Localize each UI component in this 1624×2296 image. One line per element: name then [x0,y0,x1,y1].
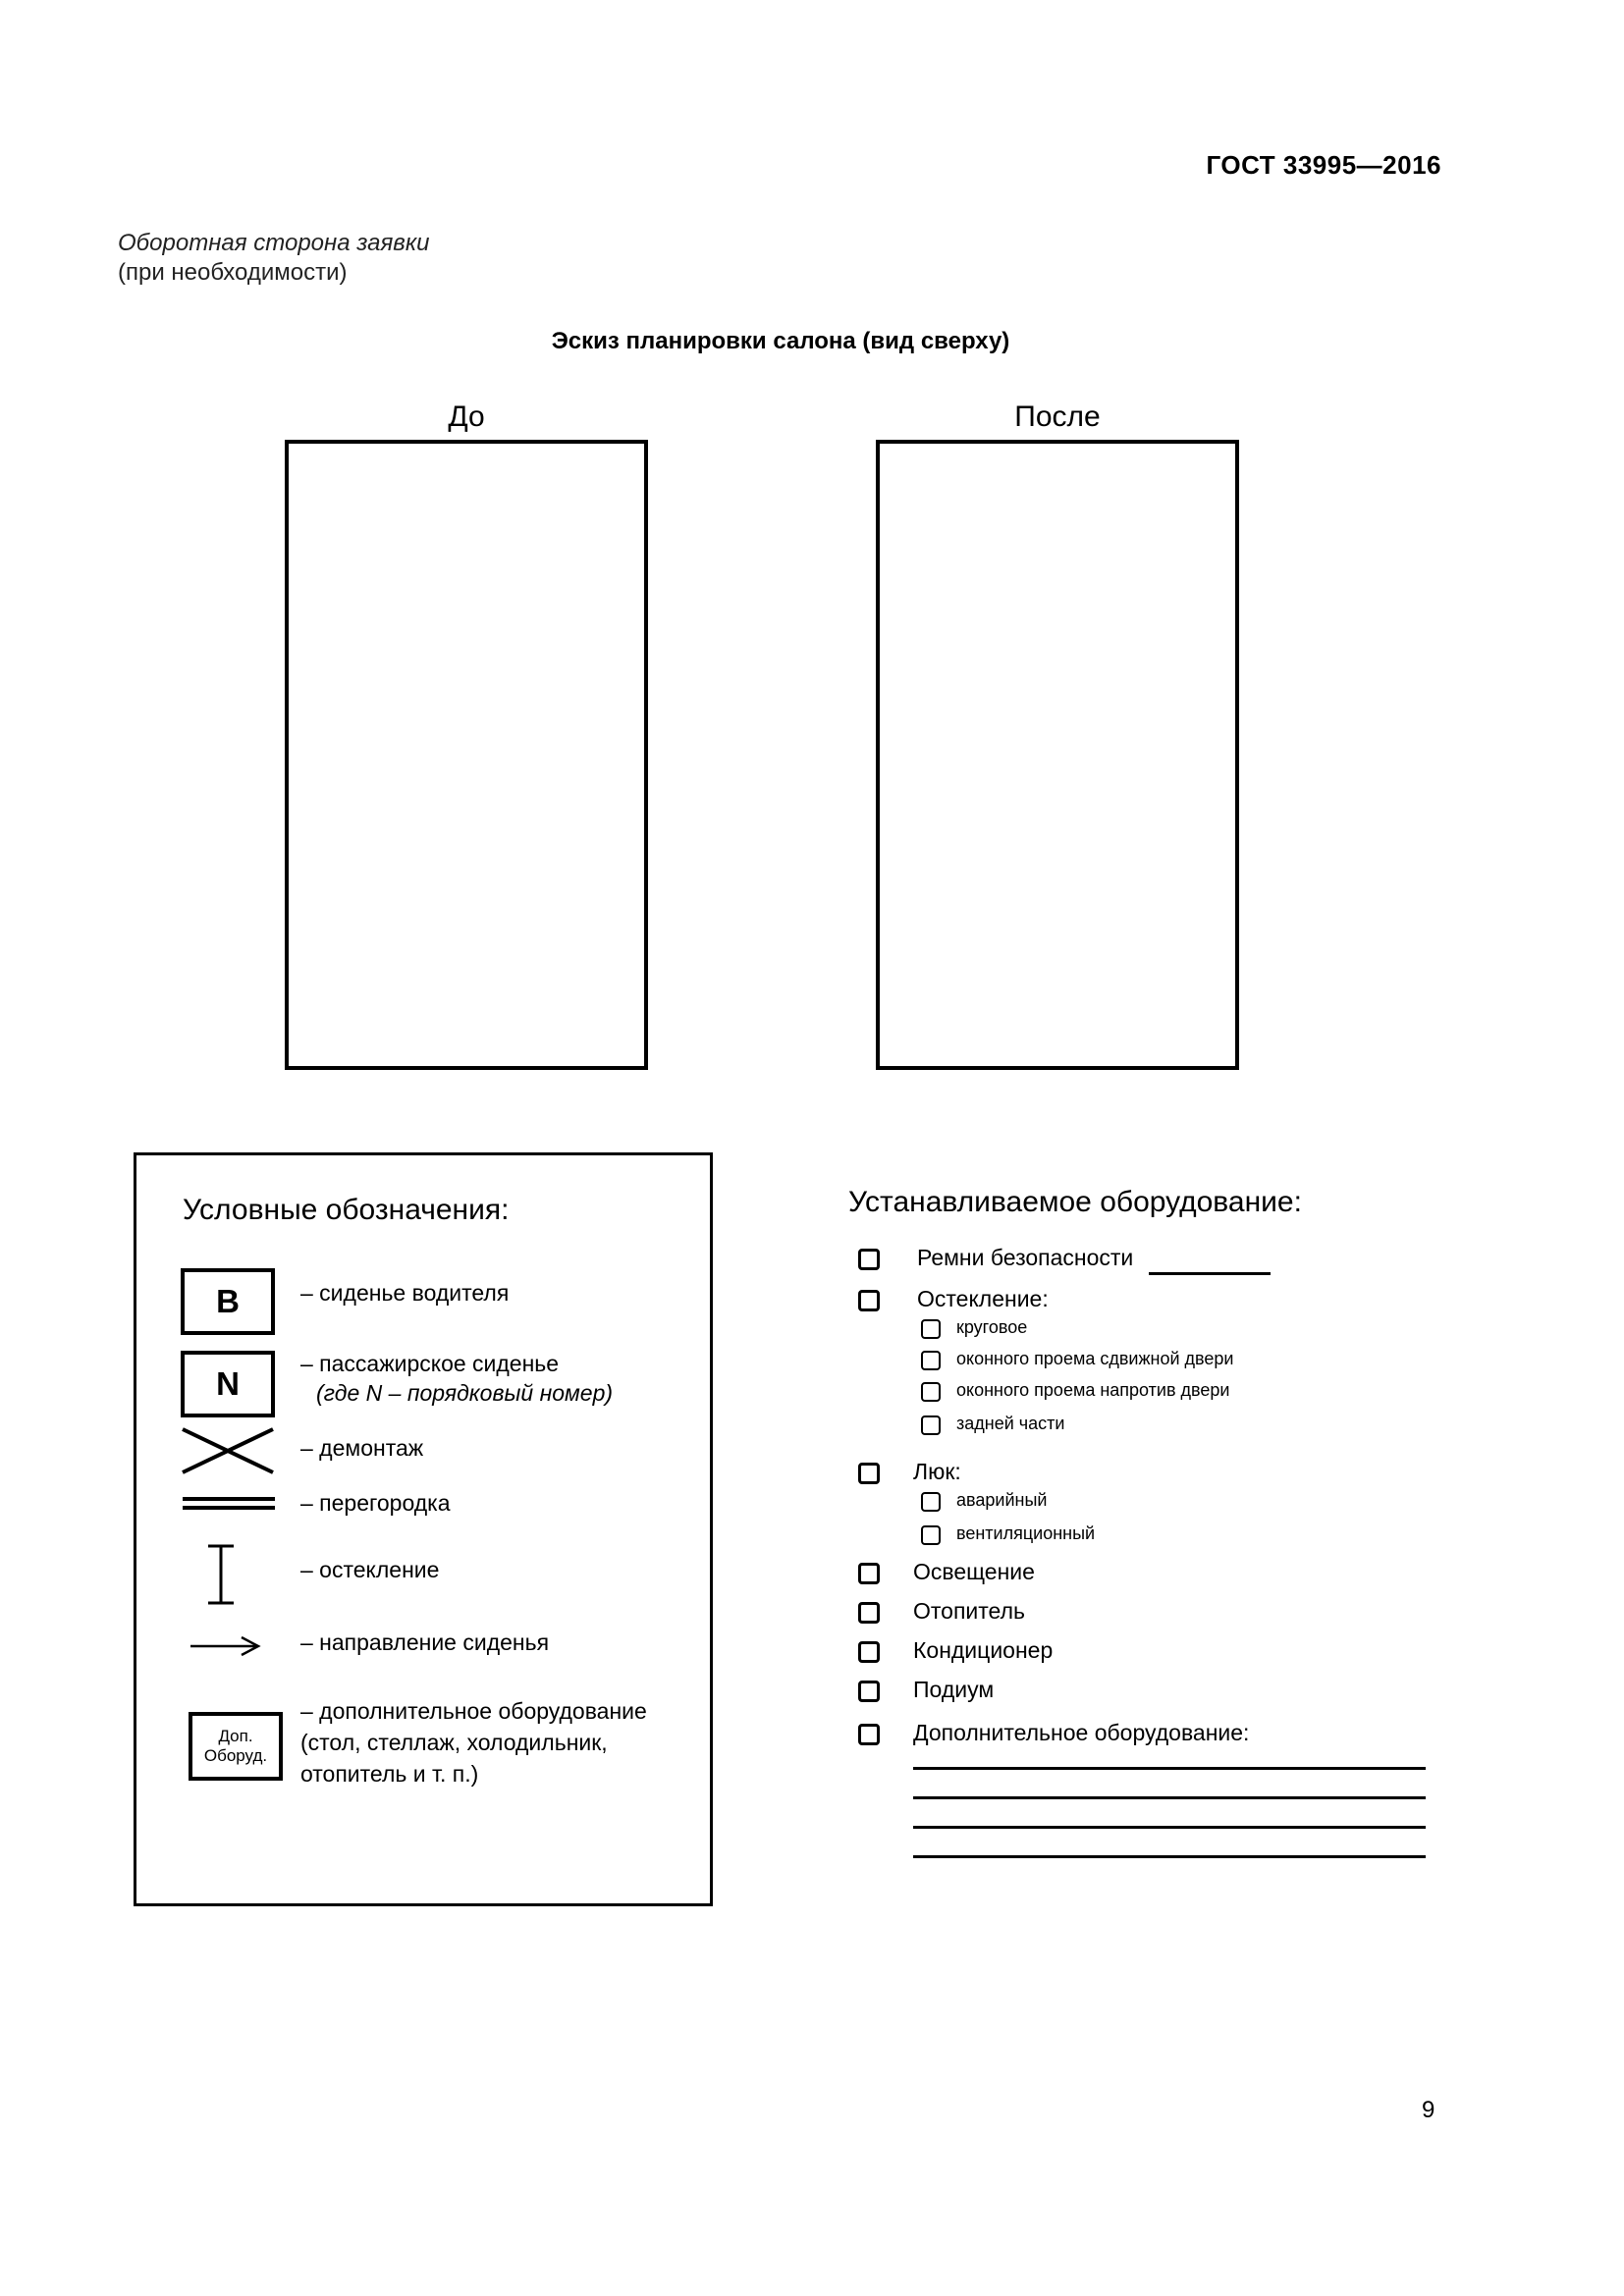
after-sketch-area[interactable] [876,440,1239,1070]
hatch-label: Люк: [913,1459,961,1484]
seat-direction-label: – направление сиденья [300,1629,550,1655]
extra-equipment-label-line1: – дополнительное оборудование [300,1698,647,1724]
extra-equipment-label-line2: (стол, стеллаж, холодильник, [300,1730,608,1755]
air-conditioner-checkbox[interactable] [858,1641,880,1663]
dismantling-symbol [179,1425,277,1476]
reverse-side-caption: Оборотная сторона заявки [118,230,430,256]
glazing-option-checkbox[interactable] [921,1382,941,1402]
glazing-option-label: оконного проема напротив двери [956,1380,1230,1400]
glazing-option-checkbox[interactable] [921,1351,941,1370]
extra-symbol-line1: Доп. [218,1727,253,1745]
hatch-checkbox[interactable] [858,1463,880,1484]
legend-panel [134,1152,713,1906]
partition-symbol [183,1494,275,1514]
extra-equipment-symbol [189,1712,283,1781]
additional-equipment-label: Дополнительное оборудование: [913,1720,1250,1745]
hatch-option-checkbox[interactable] [921,1525,941,1545]
sketch-title: Эскиз планировки салона (вид сверху) [551,328,1010,354]
passenger-seat-label: – пассажирское сиденье [300,1351,560,1376]
arrow-right-icon [189,1635,261,1657]
standard-number: ГОСТ 33995—2016 [1206,150,1441,180]
hatch-option-label: аварийный [956,1490,1048,1510]
glazing-label: – остекление [300,1557,440,1582]
additional-equipment-fill-line[interactable] [913,1855,1426,1858]
podium-checkbox[interactable] [858,1681,880,1702]
lighting-label: Освещение [913,1559,1035,1584]
glazing-option-label: оконного проема сдвижной двери [956,1349,1234,1368]
before-label: До [448,400,485,433]
seat-belts-fill-line[interactable] [1149,1272,1271,1275]
glazing-label: Остекление: [917,1286,1049,1311]
podium-label: Подиум [913,1677,995,1702]
lighting-checkbox[interactable] [858,1563,880,1584]
air-conditioner-label: Кондиционер [913,1637,1054,1663]
hatch-option-label: вентиляционный [956,1523,1096,1543]
seat-belts-checkbox[interactable] [858,1249,880,1270]
heater-checkbox[interactable] [858,1602,880,1624]
glazing-checkbox[interactable] [858,1290,880,1311]
partition-label: – перегородка [300,1490,451,1516]
after-label: После [1014,400,1101,433]
glazing-option-label: круговое [956,1317,1028,1337]
glazing-symbol [204,1543,238,1606]
equipment-title: Устанавливаемое оборудование: [848,1186,1302,1218]
heater-label: Отопитель [913,1598,1025,1624]
before-sketch-area[interactable] [285,440,648,1070]
if-needed-caption: (при необходимости) [118,259,348,286]
passenger-seat-symbol: N [181,1351,275,1417]
extra-symbol-line2: Оборуд. [203,1746,268,1765]
passenger-seat-note: (где N – порядковый номер) [316,1380,614,1406]
legend-title: Условные обозначения: [183,1194,510,1226]
extra-equipment-label-line3: отопитель и т. п.) [300,1761,479,1787]
hatch-option-checkbox[interactable] [921,1492,941,1512]
additional-equipment-fill-line[interactable] [913,1826,1426,1829]
glazing-option-label: задней части [956,1414,1065,1433]
additional-equipment-fill-line[interactable] [913,1796,1426,1799]
glazing-option-checkbox[interactable] [921,1319,941,1339]
page-number: 9 [1422,2097,1435,2123]
driver-seat-label: – сиденье водителя [300,1280,510,1306]
seat-belts-label: Ремни безопасности [917,1245,1134,1270]
dismantling-label: – демонтаж [300,1435,424,1461]
driver-seat-symbol: B [181,1268,275,1335]
additional-equipment-checkbox[interactable] [858,1724,880,1745]
glazing-option-checkbox[interactable] [921,1415,941,1435]
additional-equipment-fill-line[interactable] [913,1767,1426,1770]
